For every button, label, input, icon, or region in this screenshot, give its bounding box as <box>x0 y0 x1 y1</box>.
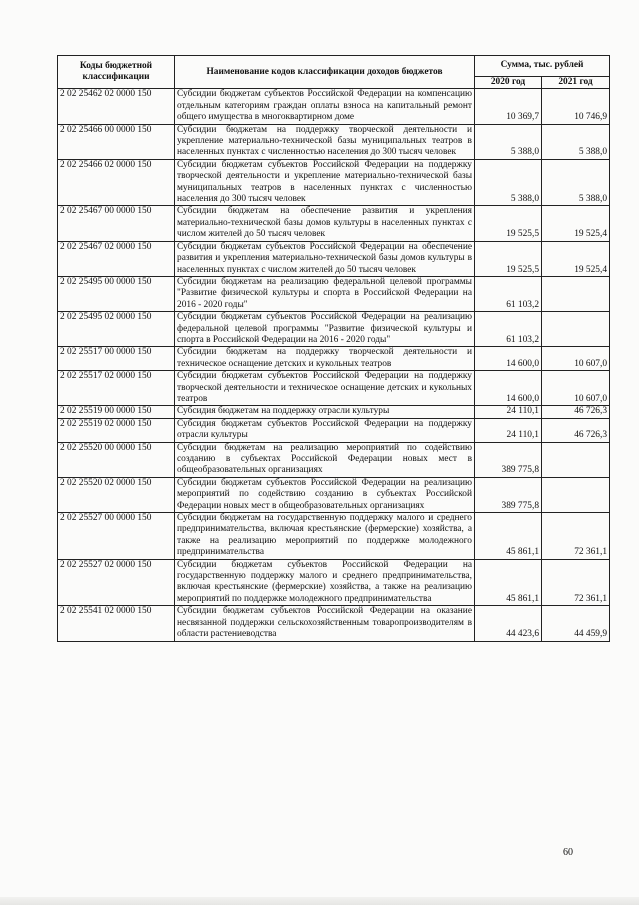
table-row <box>58 513 610 560</box>
name-cell: Субсидия бюджетам на поддержку отрасли культуры <box>175 406 475 418</box>
value-2021-cell: 5 388,0 <box>542 124 610 159</box>
code-cell: 2 02 25527 02 0000 150 <box>58 559 175 606</box>
name-cell: Субсидии бюджетам субъектов Российской Федерации на поддержку творческой деятельности и укрепление материально-технической базы муниципальных театров в населенных пунктах с численностью населения до 300 тысяч человек <box>175 159 475 206</box>
code-cell: 2 02 25466 02 0000 150 <box>58 159 175 206</box>
name-cell: Субсидии бюджетам субъектов Российской Федерации на реализацию мероприятий по содействию созданию в субъектах Российской Федерации новых мест в общеобразовательных организациях <box>175 477 475 512</box>
table-row <box>58 371 610 406</box>
value-2021-cell: 19 525,4 <box>542 206 610 241</box>
table-row <box>58 159 610 206</box>
value-2020-cell: 389 775,8 <box>475 477 542 512</box>
header-year-2021: 2021 год <box>542 77 610 89</box>
value-2021-cell: 19 525,4 <box>542 241 610 276</box>
name-cell: Субсидии бюджетам субъектов Российской Федерации на поддержку творческой деятельности и техническое оснащение детских и кукольных театров <box>175 371 475 406</box>
table-row <box>58 124 610 159</box>
value-2021-cell <box>542 477 610 512</box>
name-cell: Субсидии бюджетам субъектов Российской Федерации на реализацию федеральной целевой программы "Развитие физической культуры и спорта в Российской Федерации на 2016 - 2020 годы" <box>175 312 475 347</box>
code-cell: 2 02 25495 00 0000 150 <box>58 276 175 311</box>
value-2020-cell: 10 369,7 <box>475 89 542 124</box>
value-2020-cell: 61 103,2 <box>475 276 542 311</box>
name-cell: Субсидии бюджетам субъектов Российской Федерации на оказание несвязанной поддержки сельскохозяйственным товаропроизводителям в области растениеводства <box>175 606 475 641</box>
value-2021-cell: 72 361,1 <box>542 559 610 606</box>
name-cell: Субсидии бюджетам на реализацию федеральной целевой программы "Развитие физической культуры и спорта в Российской Федерации на 2016 - 2020 годы" <box>175 276 475 311</box>
code-cell: 2 02 25519 02 0000 150 <box>58 418 175 442</box>
table-row <box>58 206 610 241</box>
header-sum: Сумма, тыс. рублей <box>475 56 610 77</box>
table-row <box>58 89 610 124</box>
page-bottom-edge <box>0 897 639 905</box>
code-cell: 2 02 25467 00 0000 150 <box>58 206 175 241</box>
name-cell: Субсидии бюджетам на государственную поддержку малого и среднего предпринимательства, включая крестьянские (фермерские) хозяйства, а также на реализацию мероприятий по поддержке молодежного предпринимательства <box>175 513 475 560</box>
value-2020-cell: 14 600,0 <box>475 371 542 406</box>
value-2020-cell: 5 388,0 <box>475 159 542 206</box>
table-row <box>58 559 610 606</box>
value-2020-cell: 14 600,0 <box>475 347 542 371</box>
code-cell: 2 02 25467 02 0000 150 <box>58 241 175 276</box>
budget-table <box>57 55 610 642</box>
name-cell: Субсидии бюджетам на реализацию мероприятий по содействию созданию в субъектах Российской Федерации новых мест в общеобразовательных организациях <box>175 442 475 477</box>
name-cell: Субсидии бюджетам субъектов Российской Федерации на обеспечение развития и укрепления материально-технической базы домов культуры в населенных пунктах с числом жителей до 50 тысяч человек <box>175 241 475 276</box>
value-2021-cell: 72 361,1 <box>542 513 610 560</box>
value-2020-cell: 389 775,8 <box>475 442 542 477</box>
value-2021-cell: 10 607,0 <box>542 347 610 371</box>
value-2020-cell: 44 423,6 <box>475 606 542 641</box>
table-body <box>58 89 610 641</box>
name-cell: Субсидии бюджетам субъектов Российской Федерации на государственную поддержку малого и среднего предпринимательства, включая крестьянские (фермерские) хозяйства, а также на реализацию мероприятий по поддержке молодежного предпринимательства <box>175 559 475 606</box>
value-2021-cell: 10 746,9 <box>542 89 610 124</box>
table-row <box>58 442 610 477</box>
value-2020-cell: 19 525,5 <box>475 241 542 276</box>
table-row <box>58 606 610 641</box>
name-cell: Субсидии бюджетам на поддержку творческой деятельности и укрепление материально-технической базы муниципальных театров в населенных пунктах с численностью населения до 300 тысяч человек <box>175 124 475 159</box>
budget-table-wrapper <box>57 55 609 642</box>
name-cell: Субсидии бюджетам субъектов Российской Федерации на компенсацию отдельным категориям граждан оплаты взноса на капитальный ремонт общего имущества в многоквартирном доме <box>175 89 475 124</box>
code-cell: 2 02 25527 00 0000 150 <box>58 513 175 560</box>
value-2021-cell: 5 388,0 <box>542 159 610 206</box>
name-cell: Субсидия бюджетам субъектов Российской Федерации на поддержку отрасли культуры <box>175 418 475 442</box>
code-cell: 2 02 25520 00 0000 150 <box>58 442 175 477</box>
code-cell: 2 02 25520 02 0000 150 <box>58 477 175 512</box>
code-cell: 2 02 25541 02 0000 150 <box>58 606 175 641</box>
value-2021-cell: 10 607,0 <box>542 371 610 406</box>
header-name: Наименование кодов классификации доходов бюджетов <box>175 56 475 89</box>
value-2020-cell: 24 110,1 <box>475 406 542 418</box>
value-2020-cell: 45 861,1 <box>475 559 542 606</box>
value-2020-cell: 5 388,0 <box>475 124 542 159</box>
table-row <box>58 241 610 276</box>
value-2020-cell: 45 861,1 <box>475 513 542 560</box>
value-2021-cell: 44 459,9 <box>542 606 610 641</box>
table-row <box>58 276 610 311</box>
code-cell: 2 02 25519 00 0000 150 <box>58 406 175 418</box>
code-cell: 2 02 25517 00 0000 150 <box>58 347 175 371</box>
value-2021-cell: 46 726,3 <box>542 418 610 442</box>
value-2021-cell <box>542 276 610 311</box>
code-cell: 2 02 25495 02 0000 150 <box>58 312 175 347</box>
code-cell: 2 02 25517 02 0000 150 <box>58 371 175 406</box>
table-row <box>58 312 610 347</box>
name-cell: Субсидии бюджетам на обеспечение развития и укрепления материально-технической базы домов культуры в населенных пунктах с числом жителей до 50 тысяч человек <box>175 206 475 241</box>
value-2021-cell <box>542 312 610 347</box>
value-2020-cell: 61 103,2 <box>475 312 542 347</box>
page-number: 60 <box>563 847 573 858</box>
value-2020-cell: 24 110,1 <box>475 418 542 442</box>
value-2020-cell: 19 525,5 <box>475 206 542 241</box>
code-cell: 2 02 25466 00 0000 150 <box>58 124 175 159</box>
code-cell: 2 02 25462 02 0000 150 <box>58 89 175 124</box>
table-row <box>58 477 610 512</box>
table-row <box>58 406 610 418</box>
table-row <box>58 347 610 371</box>
value-2021-cell <box>542 442 610 477</box>
name-cell: Субсидии бюджетам на поддержку творческой деятельности и техническое оснащение детских и кукольных театров <box>175 347 475 371</box>
table-row <box>58 418 610 442</box>
header-year-2020: 2020 год <box>475 77 542 89</box>
value-2021-cell: 46 726,3 <box>542 406 610 418</box>
header-codes: Коды бюджетной классификации <box>58 56 175 89</box>
